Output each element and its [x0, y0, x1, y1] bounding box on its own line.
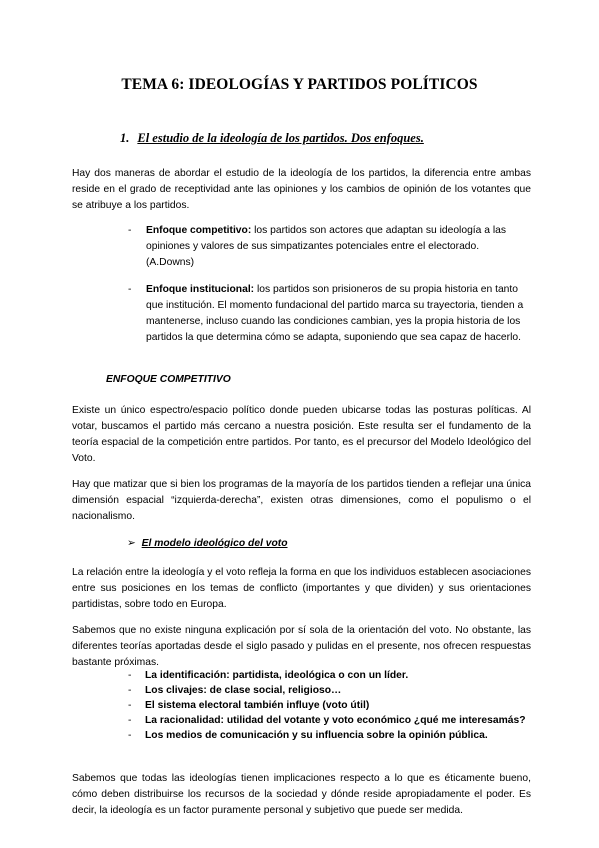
approach-body	[146, 223, 528, 271]
competitive-heading: ENFOQUE COMPETITIVO	[106, 374, 231, 385]
arrow-bullet-icon: ➢	[127, 538, 136, 549]
approach-text: los partidos son prisioneros de su propia historia en tanto que institución. El momento fundacional del partido marca su trayectoria, tienden a mantenerse, incluso cuando las condiciones cambian, yes la propia historia de los partidos la que determina cómo se adapta, suponiendo que sea capaz de hacerlo.	[146, 284, 524, 343]
list-dash: -	[128, 284, 132, 295]
approach-body	[146, 282, 528, 346]
model-heading	[127, 537, 288, 549]
model-paragraph-3: Sabemos que todas las ideologías tienen implicaciones respecto a lo que es éticamente bueno, cómo deben distribuirse los recursos de la sociedad y dónde reside apropiadamente el poder. Es decir, la ideología es un factor puramente personal y subjetivo que puede ser medida.	[72, 773, 531, 816]
intro-paragraph: Hay dos maneras de abordar el estudio de la ideología de los partidos, la diferencia entre ambas reside en el grado de receptividad ante las opiniones y los cambios de opinión de los votantes que se atribuye a los partidos.	[72, 168, 531, 211]
model-heading-text: El modelo ideológico del voto	[141, 538, 288, 549]
model-paragraph-1: La relación entre la ideología y el voto refleja la forma en que los individuos establecen asociaciones entre sus posiciones en los temas de conflicto (importantes y que dividen) y sus orientaciones partidistas, sobre todo en Europa.	[72, 567, 531, 610]
page-title: TEMA 6: IDEOLOGÍAS Y PARTIDOS POLÍTICOS	[121, 76, 478, 93]
list-item: - Los medios de comunicación y su influencia sobre la opinión pública.	[128, 730, 488, 741]
section-heading-text: El estudio de la ideología de los partidos. Dos enfoques.	[137, 131, 424, 145]
model-paragraph-2: Sabemos que no existe ninguna explicación por sí sola de la orientación del voto. No obstante, las diferentes teorías aportadas desde el siglo pasado y pulidas en el presente, nos ofrecen respuestas bastante próximas.	[72, 625, 531, 668]
list-item: - La racionalidad: utilidad del votante y voto económico ¿qué me interesamás?	[128, 715, 526, 726]
section-heading	[120, 131, 424, 146]
approach-label: Enfoque competitivo:	[146, 225, 252, 236]
competitive-paragraph-2: Hay que matizar que si bien los programas de la mayoría de los partidos tienden a reflejar una única dimensión espacial “izquierda-derecha”, existen otras dimensiones, como el populismo o el nacionalismo.	[72, 479, 531, 522]
approach-label: Enfoque institucional:	[146, 284, 255, 295]
approach-text: los partidos son actores que adaptan su ideología a las opiniones y valores de sus simpatizantes potenciales entre el electorado. (A.Downs)	[146, 225, 506, 268]
competitive-paragraph-1: Existe un único espectro/espacio político donde pueden ubicarse todas las posturas políticas. Al votar, buscamos el partido más cercano a nuestra posición. Este resulta ser el fundamento de la teoría espacial de la competición entre partidos. Por tanto, es el precursor del Modelo Ideológico del Voto.	[72, 405, 531, 464]
list-dash: -	[128, 225, 132, 236]
factors-list	[128, 668, 528, 743]
list-item: - El sistema electoral también influye (voto útil)	[128, 700, 370, 711]
list-item: - La identificación: partidista, ideológica o con un líder.	[128, 670, 409, 681]
section-number: 1.	[120, 131, 130, 145]
list-item: - Los clivajes: de clase social, religioso…	[128, 685, 342, 696]
